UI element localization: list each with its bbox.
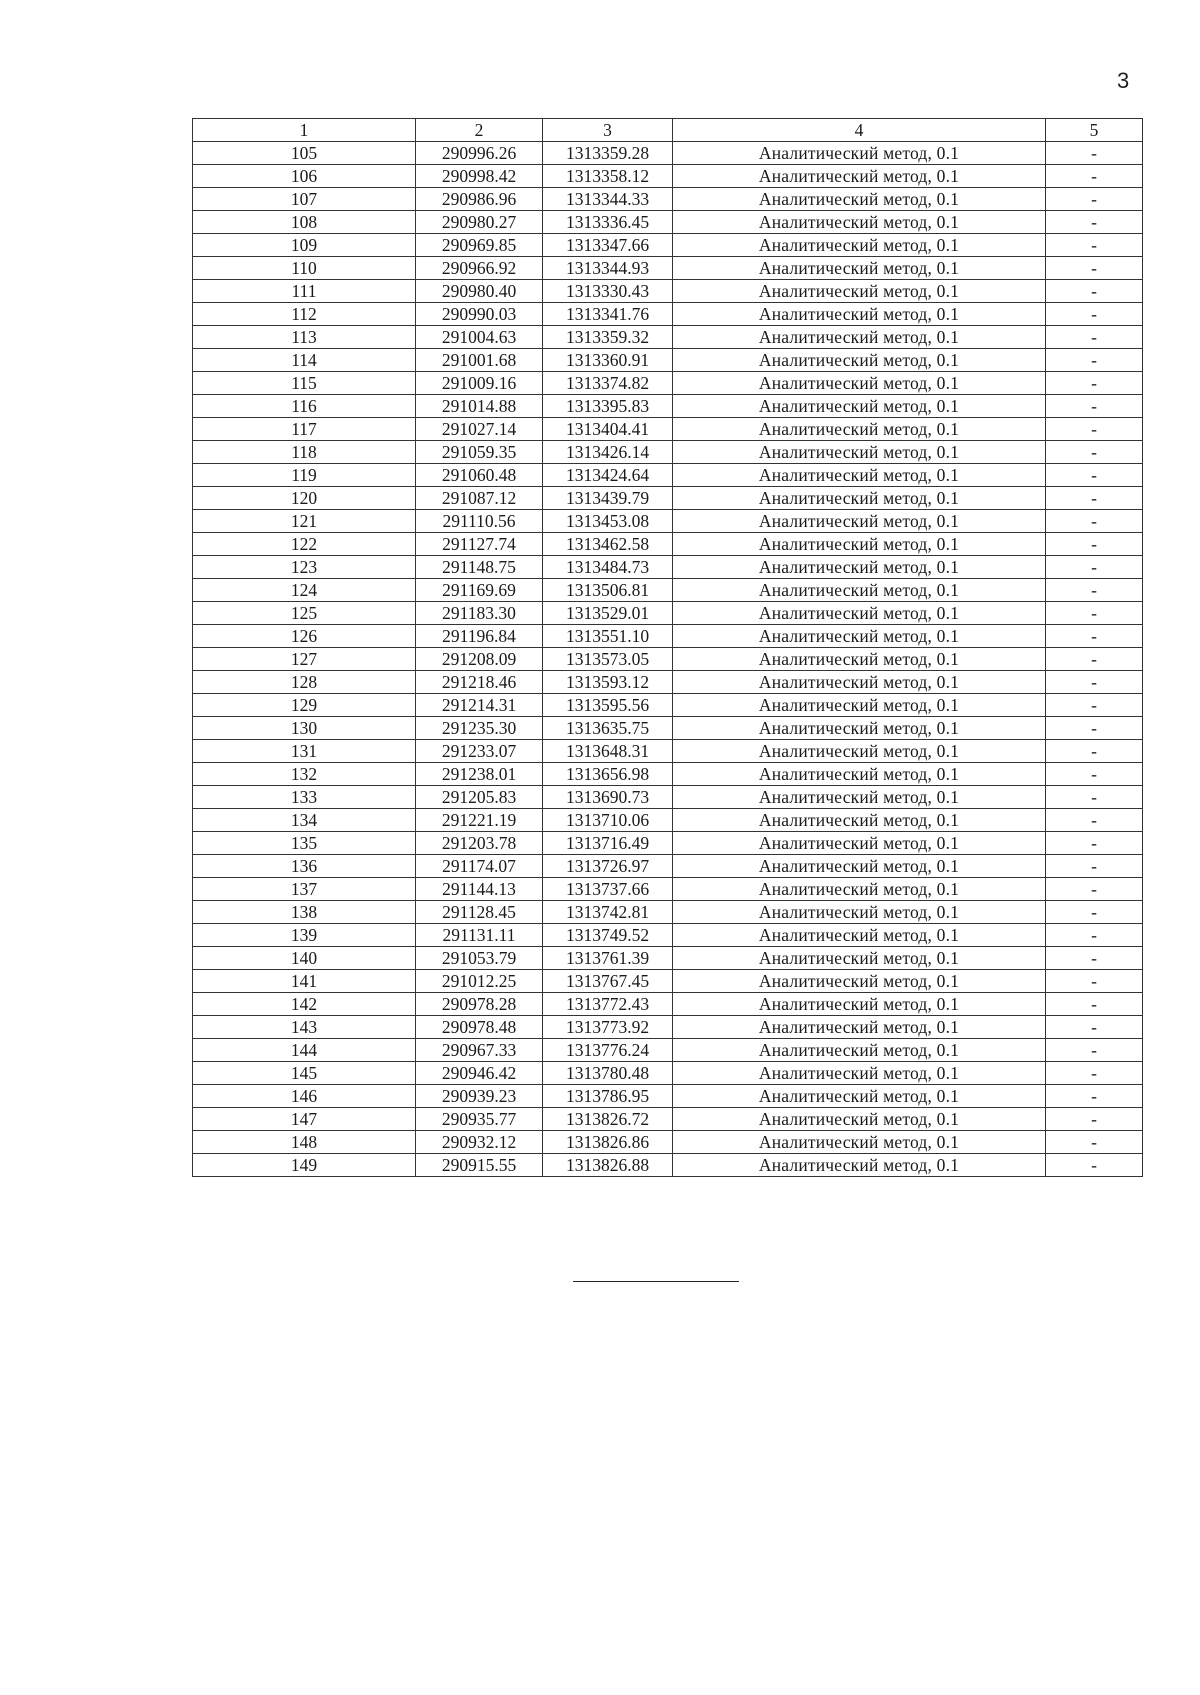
point-number-cell: 140: [193, 947, 416, 970]
method-cell: Аналитический метод, 0.1: [673, 878, 1046, 901]
point-number-cell: 149: [193, 1154, 416, 1177]
y-coordinate-cell: 1313716.49: [543, 832, 673, 855]
y-coordinate-cell: 1313344.33: [543, 188, 673, 211]
column-header-5: 5: [1046, 119, 1143, 142]
point-number-cell: 118: [193, 441, 416, 464]
table-row: [193, 717, 1143, 740]
y-coordinate-cell: 1313358.12: [543, 165, 673, 188]
point-number-cell: 109: [193, 234, 416, 257]
x-coordinate-cell: 291127.74: [416, 533, 543, 556]
note-cell: -: [1046, 1085, 1143, 1108]
y-coordinate-cell: 1313690.73: [543, 786, 673, 809]
note-cell: -: [1046, 487, 1143, 510]
table-row: [193, 165, 1143, 188]
point-number-cell: 135: [193, 832, 416, 855]
table-row: [193, 464, 1143, 487]
table-row: [193, 418, 1143, 441]
point-number-cell: 145: [193, 1062, 416, 1085]
note-cell: -: [1046, 234, 1143, 257]
table-row: [193, 579, 1143, 602]
note-cell: -: [1046, 648, 1143, 671]
x-coordinate-cell: 291004.63: [416, 326, 543, 349]
x-coordinate-cell: 291208.09: [416, 648, 543, 671]
y-coordinate-cell: 1313453.08: [543, 510, 673, 533]
method-cell: Аналитический метод, 0.1: [673, 763, 1046, 786]
x-coordinate-cell: 290932.12: [416, 1131, 543, 1154]
y-coordinate-cell: 1313726.97: [543, 855, 673, 878]
column-header-1: 1: [193, 119, 416, 142]
y-coordinate-cell: 1313773.92: [543, 1016, 673, 1039]
x-coordinate-cell: 290915.55: [416, 1154, 543, 1177]
note-cell: -: [1046, 763, 1143, 786]
x-coordinate-cell: 291169.69: [416, 579, 543, 602]
y-coordinate-cell: 1313330.43: [543, 280, 673, 303]
x-coordinate-cell: 290996.26: [416, 142, 543, 165]
y-coordinate-cell: 1313573.05: [543, 648, 673, 671]
method-cell: Аналитический метод, 0.1: [673, 1039, 1046, 1062]
table-row: [193, 188, 1143, 211]
point-number-cell: 122: [193, 533, 416, 556]
note-cell: -: [1046, 993, 1143, 1016]
y-coordinate-cell: 1313772.43: [543, 993, 673, 1016]
method-cell: Аналитический метод, 0.1: [673, 648, 1046, 671]
x-coordinate-cell: 291238.01: [416, 763, 543, 786]
table-row: [193, 625, 1143, 648]
table-row: [193, 832, 1143, 855]
table-row: [193, 1016, 1143, 1039]
y-coordinate-cell: 1313424.64: [543, 464, 673, 487]
x-coordinate-cell: 290946.42: [416, 1062, 543, 1085]
method-cell: Аналитический метод, 0.1: [673, 970, 1046, 993]
table-row: [193, 533, 1143, 556]
y-coordinate-cell: 1313462.58: [543, 533, 673, 556]
method-cell: Аналитический метод, 0.1: [673, 1131, 1046, 1154]
note-cell: -: [1046, 1108, 1143, 1131]
x-coordinate-cell: 291012.25: [416, 970, 543, 993]
method-cell: Аналитический метод, 0.1: [673, 717, 1046, 740]
table-row: [193, 694, 1143, 717]
x-coordinate-cell: 290980.27: [416, 211, 543, 234]
note-cell: -: [1046, 717, 1143, 740]
end-of-document-rule: [573, 1281, 739, 1282]
note-cell: -: [1046, 1154, 1143, 1177]
method-cell: Аналитический метод, 0.1: [673, 809, 1046, 832]
x-coordinate-cell: 291174.07: [416, 855, 543, 878]
method-cell: Аналитический метод, 0.1: [673, 395, 1046, 418]
point-number-cell: 105: [193, 142, 416, 165]
table-row: [193, 441, 1143, 464]
note-cell: -: [1046, 855, 1143, 878]
x-coordinate-cell: 291027.14: [416, 418, 543, 441]
table-header: [193, 119, 1143, 142]
x-coordinate-cell: 291128.45: [416, 901, 543, 924]
x-coordinate-cell: 291196.84: [416, 625, 543, 648]
note-cell: -: [1046, 211, 1143, 234]
y-coordinate-cell: 1313648.31: [543, 740, 673, 763]
note-cell: -: [1046, 1131, 1143, 1154]
table-row: [193, 993, 1143, 1016]
method-cell: Аналитический метод, 0.1: [673, 947, 1046, 970]
method-cell: Аналитический метод, 0.1: [673, 303, 1046, 326]
x-coordinate-cell: 290967.33: [416, 1039, 543, 1062]
method-cell: Аналитический метод, 0.1: [673, 993, 1046, 1016]
method-cell: Аналитический метод, 0.1: [673, 211, 1046, 234]
method-cell: Аналитический метод, 0.1: [673, 257, 1046, 280]
y-coordinate-cell: 1313347.66: [543, 234, 673, 257]
note-cell: -: [1046, 625, 1143, 648]
coordinates-table: [192, 118, 1143, 1177]
point-number-cell: 116: [193, 395, 416, 418]
point-number-cell: 134: [193, 809, 416, 832]
note-cell: -: [1046, 924, 1143, 947]
note-cell: -: [1046, 832, 1143, 855]
table-row: [193, 1039, 1143, 1062]
table-row: [193, 671, 1143, 694]
x-coordinate-cell: 291087.12: [416, 487, 543, 510]
method-cell: Аналитический метод, 0.1: [673, 740, 1046, 763]
table-row: [193, 257, 1143, 280]
point-number-cell: 148: [193, 1131, 416, 1154]
x-coordinate-cell: 291059.35: [416, 441, 543, 464]
x-coordinate-cell: 290935.77: [416, 1108, 543, 1131]
method-cell: Аналитический метод, 0.1: [673, 901, 1046, 924]
note-cell: -: [1046, 579, 1143, 602]
point-number-cell: 126: [193, 625, 416, 648]
note-cell: -: [1046, 510, 1143, 533]
table-row: [193, 1108, 1143, 1131]
method-cell: Аналитический метод, 0.1: [673, 855, 1046, 878]
page-number: 3: [1117, 68, 1130, 93]
method-cell: Аналитический метод, 0.1: [673, 510, 1046, 533]
table-body: [193, 142, 1143, 1177]
y-coordinate-cell: 1313529.01: [543, 602, 673, 625]
note-cell: -: [1046, 740, 1143, 763]
column-header-4: 4: [673, 119, 1046, 142]
y-coordinate-cell: 1313635.75: [543, 717, 673, 740]
y-coordinate-cell: 1313395.83: [543, 395, 673, 418]
note-cell: -: [1046, 556, 1143, 579]
note-cell: -: [1046, 257, 1143, 280]
point-number-cell: 113: [193, 326, 416, 349]
method-cell: Аналитический метод, 0.1: [673, 441, 1046, 464]
table-row: [193, 326, 1143, 349]
point-number-cell: 115: [193, 372, 416, 395]
point-number-cell: 138: [193, 901, 416, 924]
note-cell: -: [1046, 280, 1143, 303]
y-coordinate-cell: 1313749.52: [543, 924, 673, 947]
method-cell: Аналитический метод, 0.1: [673, 533, 1046, 556]
point-number-cell: 117: [193, 418, 416, 441]
table-row: [193, 602, 1143, 625]
y-coordinate-cell: 1313374.82: [543, 372, 673, 395]
x-coordinate-cell: 291053.79: [416, 947, 543, 970]
y-coordinate-cell: 1313359.32: [543, 326, 673, 349]
y-coordinate-cell: 1313341.76: [543, 303, 673, 326]
x-coordinate-cell: 291221.19: [416, 809, 543, 832]
point-number-cell: 131: [193, 740, 416, 763]
table-row: [193, 1131, 1143, 1154]
point-number-cell: 144: [193, 1039, 416, 1062]
method-cell: Аналитический метод, 0.1: [673, 326, 1046, 349]
method-cell: Аналитический метод, 0.1: [673, 1016, 1046, 1039]
y-coordinate-cell: 1313656.98: [543, 763, 673, 786]
table-row: [193, 855, 1143, 878]
point-number-cell: 130: [193, 717, 416, 740]
note-cell: -: [1046, 188, 1143, 211]
y-coordinate-cell: 1313737.66: [543, 878, 673, 901]
table-row: [193, 901, 1143, 924]
table-row: [193, 1062, 1143, 1085]
table-row: [193, 947, 1143, 970]
note-cell: -: [1046, 901, 1143, 924]
x-coordinate-cell: 291183.30: [416, 602, 543, 625]
note-cell: -: [1046, 326, 1143, 349]
x-coordinate-cell: 290986.96: [416, 188, 543, 211]
point-number-cell: 112: [193, 303, 416, 326]
y-coordinate-cell: 1313776.24: [543, 1039, 673, 1062]
table-row: [193, 556, 1143, 579]
point-number-cell: 146: [193, 1085, 416, 1108]
note-cell: -: [1046, 165, 1143, 188]
table-row: [193, 280, 1143, 303]
method-cell: Аналитический метод, 0.1: [673, 786, 1046, 809]
point-number-cell: 120: [193, 487, 416, 510]
y-coordinate-cell: 1313593.12: [543, 671, 673, 694]
point-number-cell: 110: [193, 257, 416, 280]
note-cell: -: [1046, 1016, 1143, 1039]
x-coordinate-cell: 291131.11: [416, 924, 543, 947]
table-row: [193, 763, 1143, 786]
point-number-cell: 121: [193, 510, 416, 533]
table-row: [193, 740, 1143, 763]
note-cell: -: [1046, 303, 1143, 326]
point-number-cell: 119: [193, 464, 416, 487]
method-cell: Аналитический метод, 0.1: [673, 579, 1046, 602]
table-row: [193, 211, 1143, 234]
x-coordinate-cell: 290990.03: [416, 303, 543, 326]
x-coordinate-cell: 291009.16: [416, 372, 543, 395]
method-cell: Аналитический метод, 0.1: [673, 1154, 1046, 1177]
point-number-cell: 127: [193, 648, 416, 671]
y-coordinate-cell: 1313595.56: [543, 694, 673, 717]
note-cell: -: [1046, 809, 1143, 832]
method-cell: Аналитический метод, 0.1: [673, 625, 1046, 648]
x-coordinate-cell: 291148.75: [416, 556, 543, 579]
note-cell: -: [1046, 395, 1143, 418]
note-cell: -: [1046, 372, 1143, 395]
y-coordinate-cell: 1313551.10: [543, 625, 673, 648]
table-row: [193, 878, 1143, 901]
note-cell: -: [1046, 533, 1143, 556]
y-coordinate-cell: 1313426.14: [543, 441, 673, 464]
y-coordinate-cell: 1313484.73: [543, 556, 673, 579]
point-number-cell: 128: [193, 671, 416, 694]
x-coordinate-cell: 291060.48: [416, 464, 543, 487]
y-coordinate-cell: 1313336.45: [543, 211, 673, 234]
y-coordinate-cell: 1313404.41: [543, 418, 673, 441]
point-number-cell: 147: [193, 1108, 416, 1131]
method-cell: Аналитический метод, 0.1: [673, 1085, 1046, 1108]
column-header-3: 3: [543, 119, 673, 142]
x-coordinate-cell: 291110.56: [416, 510, 543, 533]
point-number-cell: 106: [193, 165, 416, 188]
x-coordinate-cell: 291214.31: [416, 694, 543, 717]
point-number-cell: 107: [193, 188, 416, 211]
table-row: [193, 234, 1143, 257]
note-cell: -: [1046, 1039, 1143, 1062]
point-number-cell: 142: [193, 993, 416, 1016]
method-cell: Аналитический метод, 0.1: [673, 602, 1046, 625]
point-number-cell: 114: [193, 349, 416, 372]
method-cell: Аналитический метод, 0.1: [673, 188, 1046, 211]
y-coordinate-cell: 1313826.88: [543, 1154, 673, 1177]
method-cell: Аналитический метод, 0.1: [673, 487, 1046, 510]
note-cell: -: [1046, 464, 1143, 487]
table-row: [193, 970, 1143, 993]
y-coordinate-cell: 1313826.72: [543, 1108, 673, 1131]
point-number-cell: 111: [193, 280, 416, 303]
point-number-cell: 124: [193, 579, 416, 602]
x-coordinate-cell: 290998.42: [416, 165, 543, 188]
note-cell: -: [1046, 786, 1143, 809]
method-cell: Аналитический метод, 0.1: [673, 464, 1046, 487]
point-number-cell: 137: [193, 878, 416, 901]
x-coordinate-cell: 291218.46: [416, 671, 543, 694]
note-cell: -: [1046, 878, 1143, 901]
method-cell: Аналитический метод, 0.1: [673, 234, 1046, 257]
table-row: [193, 924, 1143, 947]
point-number-cell: 141: [193, 970, 416, 993]
note-cell: -: [1046, 602, 1143, 625]
x-coordinate-cell: 291205.83: [416, 786, 543, 809]
point-number-cell: 136: [193, 855, 416, 878]
note-cell: -: [1046, 349, 1143, 372]
y-coordinate-cell: 1313761.39: [543, 947, 673, 970]
method-cell: Аналитический метод, 0.1: [673, 832, 1046, 855]
method-cell: Аналитический метод, 0.1: [673, 418, 1046, 441]
method-cell: Аналитический метод, 0.1: [673, 165, 1046, 188]
y-coordinate-cell: 1313767.45: [543, 970, 673, 993]
point-number-cell: 123: [193, 556, 416, 579]
x-coordinate-cell: 290969.85: [416, 234, 543, 257]
y-coordinate-cell: 1313506.81: [543, 579, 673, 602]
point-number-cell: 108: [193, 211, 416, 234]
y-coordinate-cell: 1313359.28: [543, 142, 673, 165]
note-cell: -: [1046, 142, 1143, 165]
method-cell: Аналитический метод, 0.1: [673, 556, 1046, 579]
x-coordinate-cell: 291233.07: [416, 740, 543, 763]
note-cell: -: [1046, 671, 1143, 694]
method-cell: Аналитический метод, 0.1: [673, 694, 1046, 717]
x-coordinate-cell: 291235.30: [416, 717, 543, 740]
x-coordinate-cell: 291014.88: [416, 395, 543, 418]
x-coordinate-cell: 290980.40: [416, 280, 543, 303]
table-row: [193, 1154, 1143, 1177]
method-cell: Аналитический метод, 0.1: [673, 924, 1046, 947]
y-coordinate-cell: 1313439.79: [543, 487, 673, 510]
table-row: [193, 303, 1143, 326]
y-coordinate-cell: 1313742.81: [543, 901, 673, 924]
y-coordinate-cell: 1313826.86: [543, 1131, 673, 1154]
point-number-cell: 125: [193, 602, 416, 625]
note-cell: -: [1046, 694, 1143, 717]
method-cell: Аналитический метод, 0.1: [673, 671, 1046, 694]
y-coordinate-cell: 1313780.48: [543, 1062, 673, 1085]
point-number-cell: 143: [193, 1016, 416, 1039]
note-cell: -: [1046, 418, 1143, 441]
table-row: [193, 372, 1143, 395]
method-cell: Аналитический метод, 0.1: [673, 1062, 1046, 1085]
table-row: [193, 809, 1143, 832]
x-coordinate-cell: 290966.92: [416, 257, 543, 280]
y-coordinate-cell: 1313786.95: [543, 1085, 673, 1108]
table-row: [193, 349, 1143, 372]
column-header-2: 2: [416, 119, 543, 142]
method-cell: Аналитический метод, 0.1: [673, 1108, 1046, 1131]
note-cell: -: [1046, 947, 1143, 970]
method-cell: Аналитический метод, 0.1: [673, 349, 1046, 372]
table-row: [193, 648, 1143, 671]
table-row: [193, 510, 1143, 533]
method-cell: Аналитический метод, 0.1: [673, 280, 1046, 303]
point-number-cell: 133: [193, 786, 416, 809]
table-row: [193, 786, 1143, 809]
x-coordinate-cell: 291144.13: [416, 878, 543, 901]
method-cell: Аналитический метод, 0.1: [673, 142, 1046, 165]
table-row: [193, 1085, 1143, 1108]
x-coordinate-cell: 290978.48: [416, 1016, 543, 1039]
note-cell: -: [1046, 1062, 1143, 1085]
method-cell: Аналитический метод, 0.1: [673, 372, 1046, 395]
x-coordinate-cell: 290978.28: [416, 993, 543, 1016]
table-row: [193, 142, 1143, 165]
note-cell: -: [1046, 441, 1143, 464]
point-number-cell: 132: [193, 763, 416, 786]
point-number-cell: 139: [193, 924, 416, 947]
x-coordinate-cell: 290939.23: [416, 1085, 543, 1108]
header-row: [193, 119, 1143, 142]
note-cell: -: [1046, 970, 1143, 993]
y-coordinate-cell: 1313360.91: [543, 349, 673, 372]
x-coordinate-cell: 291203.78: [416, 832, 543, 855]
y-coordinate-cell: 1313710.06: [543, 809, 673, 832]
y-coordinate-cell: 1313344.93: [543, 257, 673, 280]
table-row: [193, 395, 1143, 418]
point-number-cell: 129: [193, 694, 416, 717]
x-coordinate-cell: 291001.68: [416, 349, 543, 372]
table-row: [193, 487, 1143, 510]
